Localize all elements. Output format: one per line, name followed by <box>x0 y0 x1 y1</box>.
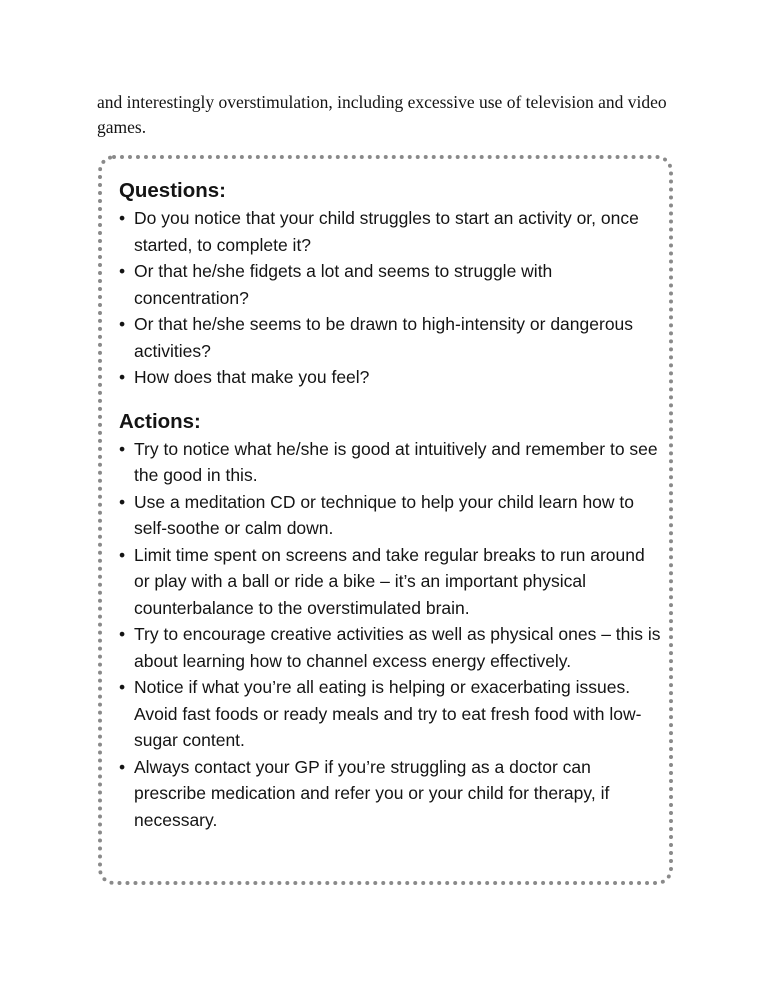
actions-heading: Actions: <box>119 409 201 433</box>
action-item <box>119 542 664 622</box>
question-item <box>119 311 664 364</box>
action-item <box>119 674 664 754</box>
action-text: Try to encourage creative activities as well as physical ones – this is about learning how to channel excess energy effectively. <box>134 624 661 671</box>
question-text: How does that make you feel? <box>134 367 370 387</box>
action-item <box>119 754 664 834</box>
question-text: Or that he/she seems to be drawn to high-intensity or dangerous activities? <box>134 314 634 361</box>
bullet-icon: • <box>119 756 126 777</box>
bullet-icon: • <box>119 677 126 697</box>
actions-list <box>119 436 664 834</box>
action-item <box>119 621 664 674</box>
action-text: Limit time spent on screens and take regular breaks to run around or play with a ball or ride a bike – it’s an important physical counterbalance to the overstimulated brain. <box>134 544 645 618</box>
action-text: Try to notice what he/she is good at intuitively and remember to see the good in this. <box>134 438 658 485</box>
bullet-icon: • <box>119 314 126 334</box>
action-text: Use a meditation CD or technique to help your child learn how to self-soothe or calm down. <box>134 491 634 538</box>
question-text: Or that he/she fidgets a lot and seems to struggle with concentration? <box>134 261 553 308</box>
action-text: Notice if what you’re all eating is helping or exacerbating issues. Avoid fast foods or ready meals and try to eat fresh food with low-sugar content. <box>134 677 642 750</box>
action-item <box>119 489 664 542</box>
bullet-icon: • <box>119 438 126 459</box>
question-text: Do you notice that your child struggles to start an activity or, once started, to complete it? <box>134 208 639 255</box>
questions-list <box>119 205 664 391</box>
question-item <box>119 258 664 311</box>
question-item <box>119 364 664 391</box>
bullet-icon: • <box>119 544 126 565</box>
bullet-icon: • <box>119 367 126 387</box>
bullet-icon: • <box>119 208 126 228</box>
intro-paragraph: and interestingly overstimulation, including excessive use of television and video games. <box>97 92 667 137</box>
questions-heading: Questions: <box>119 179 226 202</box>
bullet-icon: • <box>119 491 126 512</box>
bullet-icon: • <box>119 261 126 281</box>
action-item <box>119 436 664 489</box>
action-text: Always contact your GP if you’re struggling as a doctor can prescribe medication and refer you or your child for therapy, if necessary. <box>134 756 610 830</box>
question-item <box>119 205 664 258</box>
bullet-icon: • <box>119 624 126 644</box>
callout-content <box>119 177 664 833</box>
